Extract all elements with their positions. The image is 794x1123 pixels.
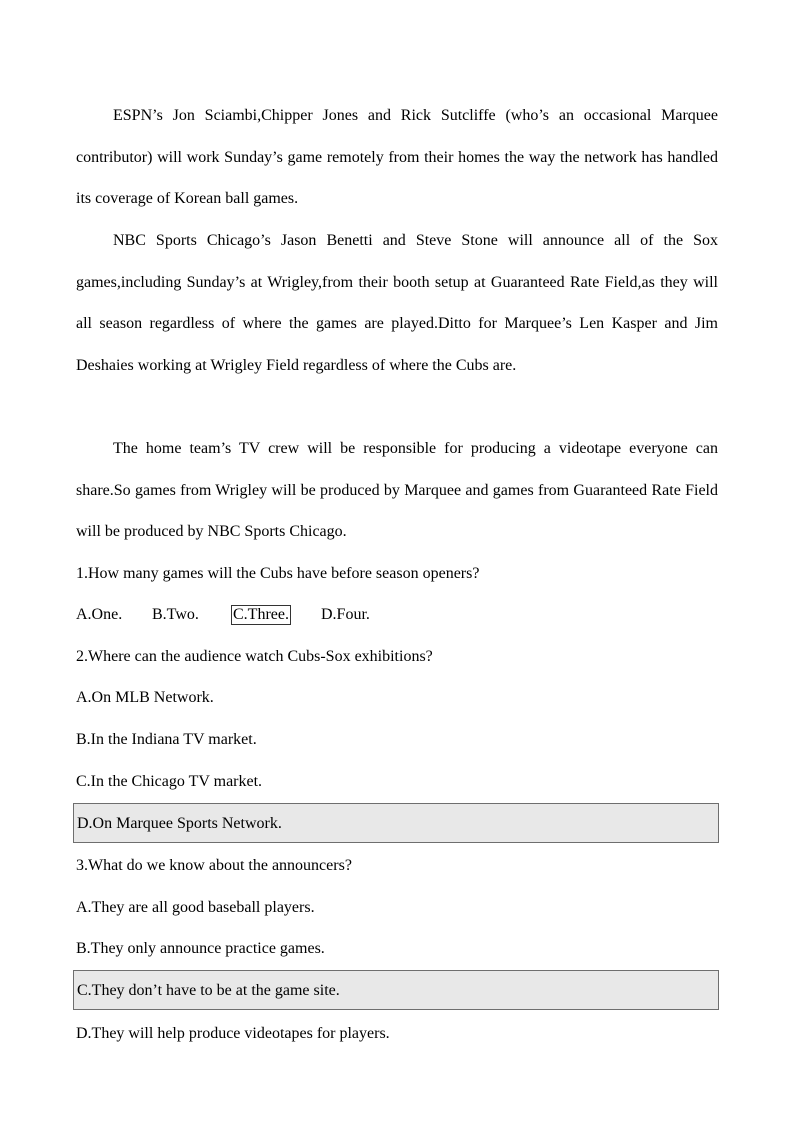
q2-option-b[interactable]: B.In the Indiana TV market. [76, 731, 257, 748]
q1-option-b[interactable]: B.Two. [152, 606, 199, 623]
q1-option-c-selected[interactable]: C.Three. [233, 606, 289, 623]
q2-option-c[interactable]: C.In the Chicago TV market. [76, 773, 263, 790]
question-2: 2.Where can the audience watch Cubs-Sox exhibitions? [76, 648, 433, 665]
q3-option-d[interactable]: D.They will help produce videotapes for players. [76, 1025, 390, 1042]
q3-option-b[interactable]: B.They only announce practice games. [76, 940, 325, 957]
q2-option-d-selected[interactable]: D.On Marquee Sports Network. [77, 815, 282, 832]
passage-paragraph-1: ESPN’s Jon Sciambi,Chipper Jones and Rick Sutcliffe (who’s an occasional Marquee contributor) will work Sunday’s game remotely from their homes the way the network has handled its coverage of Korean ball games. [76, 107, 718, 208]
passage-paragraph-3: The home team’s TV crew will be responsible for producing a videotape everyone can share.So games from Wrigley will be produced by Marquee and games from Guaranteed Rate Field will be produced by NBC Sports Chicago. [76, 440, 718, 541]
q2-answer-highlight [73, 803, 719, 843]
question-1-options [76, 605, 718, 625]
question-1: 1.How many games will the Cubs have before season openers? [76, 565, 480, 582]
q3-option-a[interactable]: A.They are all good baseball players. [76, 899, 315, 916]
q1-option-a[interactable]: A.One. [76, 606, 123, 623]
q3-answer-highlight [73, 970, 719, 1010]
q3-option-c-selected[interactable]: C.They don’t have to be at the game site. [77, 982, 340, 999]
q1-option-d[interactable]: D.Four. [321, 606, 370, 623]
passage-paragraph-2: NBC Sports Chicago’s Jason Benetti and Steve Stone will announce all of the Sox games,including Sunday’s at Wrigley,from their booth setup at Guaranteed Rate Field,as they will all season regardless of where the games are played.Ditto for Marquee’s Len Kasper and Jim Deshaies working at Wrigley Field regardless of where the Cubs are. [76, 232, 718, 374]
q2-option-a[interactable]: A.On MLB Network. [76, 689, 214, 706]
question-3: 3.What do we know about the announcers? [76, 857, 352, 874]
